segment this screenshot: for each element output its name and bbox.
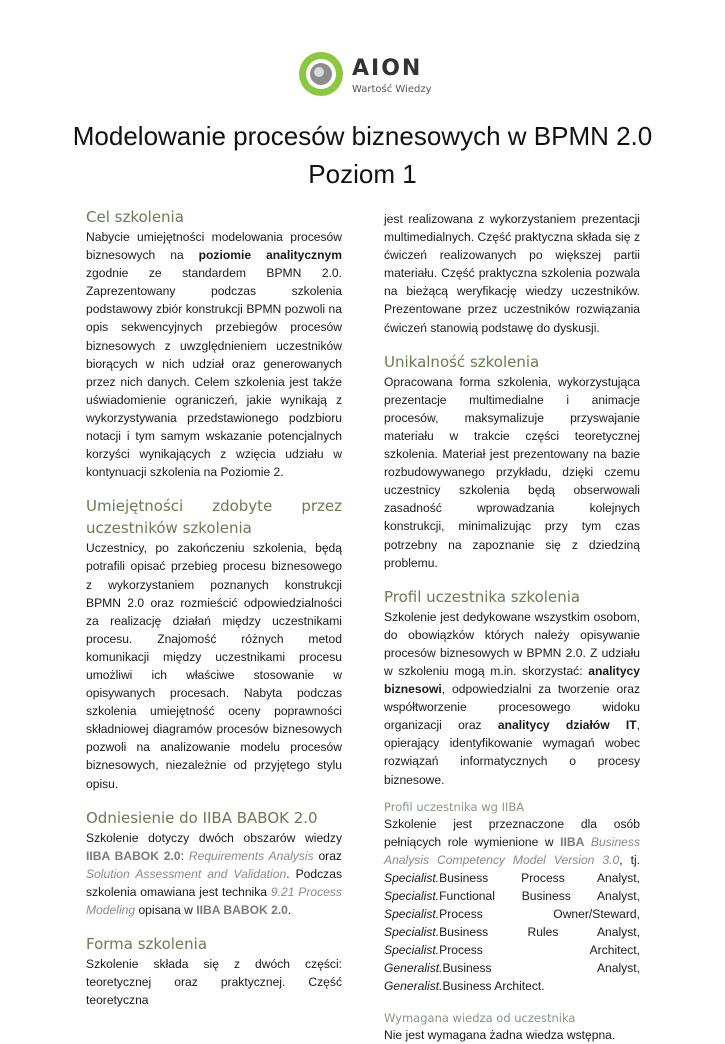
wymagana-text: Nie jest wymagana żadna wiedza wstępna. [384, 1027, 616, 1042]
odn-heading: Odniesienie do IIBA BABOK 2.0 [86, 808, 318, 827]
cel-heading: Cel szkolenia [86, 208, 184, 226]
wymagana-heading: Wymagana wiedza od uczestnika [384, 1010, 576, 1025]
logo-tagline: Wartość Wiedzy [352, 84, 432, 95]
unik-text: Opracowana forma szkolenia, wykorzystująca prezentacje multimedialne i animacje procesów, maksymalizuje przyswajanie materiału w trakcie części teoretycznej szkolenia. Materiał jest prezentowany na bazie rozbudowywanego przykładu, dzięki czemu uczestnicy szkolenia będą obserwowali zasadność wprowadzania kolejnych konstrukcji, minimalizując przy tym czas potrzebny na zapoznanie się z dziedziną problemu. [384, 374, 640, 570]
forma-text-left: Szkolenie składa się z dwóch części: teoretycznej oraz praktycznej. Część teoretyczna [86, 957, 342, 1008]
logo-brand: AION [352, 56, 423, 81]
right-column [384, 210, 640, 1044]
aion-logo [297, 50, 437, 100]
cel-text: Nabycie umiejętności modelowania procesów biznesowych na poziomie analitycznym zgodnie ze standardem BPMN 2.0. Zaprezentowany podczas szkolenia podstawowy zbiór konstrukcji BPMN pozwoli na opis sekwencyjnych przebiegów procesów biznesowych z uwzględnieniem uczestników biorących w nich udział oraz generowanych przez nich danych. Celem szkolenia jest także uświadomienie ograniczeń, jakie wynikają z wykorzystywania przedstawionego podzbioru notacji i tym samym wskazanie potencjalnych korzyści wynikających z wzięcia udziału w kontynuacji szkolenia na Poziomie 2. [86, 230, 342, 480]
title-line-2: Poziom 1 [308, 159, 417, 189]
aion-ring-icon [297, 50, 345, 98]
title-line-1: Modelowanie procesów biznesowych w BPMN 2.0 [72, 121, 653, 151]
profil-heading: Profil uczestnika szkolenia [384, 587, 581, 606]
iiba-profil-text: Szkolenie jest przeznaczone dla osób pełniących role wymienione w IIBA Business Analysis Competency Model Version 3.0, tj. Specialist.Business Process Analyst, Specialist.Functional Business Analyst, Specialist.Process Owner/Steward, Specialist.Business Rules Analyst, Specialist.Process Architect, Generalist.Business Analyst, Generalist.Business Architect. [384, 816, 640, 994]
umiej-text: Uczestnicy, po zakończeniu szkolenia, będą potrafili opisać przebieg procesu biznesowego z wykorzystaniem poznanych konstrukcji BPMN 2.0 oraz rozmieścić odpowiedzialności za realizację działań między uczestnikami procesu. Znajomość różnych metod komunikacji między uczestnikami procesu umożliwi ich właściwe stosowanie w opisywanych procesach. Nabyta podczas szkolenia umiejętność oceny poprawności składniowej diagramów procesów biznesowych pozwoli na analizowanie modelu procesów biznesowych, niezależnie od przyjętego stylu opisu. [86, 541, 342, 791]
profil-text: Szkolenie jest dedykowane wszystkim osobom, do obowiązków których należy opisywanie procesów biznesowych w BPMN 2.0. Z udziału w szkoleniu mogą m.in. skorzystać: analitycy biznesowi, odpowiedzialni za tworzenie oraz współtworzenie procesowego widoku organizacji oraz analitycy działów IT, opierający identyfikowanie wymagań wobec rozwiązań informatycznych o procesy biznesowe. [384, 609, 640, 787]
forma-heading: Forma szkolenia [86, 935, 208, 954]
unik-heading: Unikalność szkolenia [384, 352, 540, 371]
odn-text: Szkolenie dotyczy dwóch obszarów wiedzy IIBA BABOK 2.0: Requirements Analysis oraz Solution Assessment and Validation. Podczas szkolenia omawiana jest technika 9.21 Process Modeling opisana w IIBA BABOK 2.0. [86, 830, 343, 917]
forma-text-right: jest realizowana z wykorzystaniem prezentacji multimedialnych. Część praktyczna składa się z ćwiczeń realizowanych po większej partii materiału. Część praktyczna szkolenia pozwala na bieżącą weryfikację wiedzy uczestników. Prezentowane przez uczestników rozwiązania ćwiczeń stanowią podstawę do dyskusji. [384, 212, 640, 335]
page-title [0, 117, 725, 193]
iiba-profil-heading: Profil uczestnika wg IIBA [384, 799, 525, 814]
left-column [86, 206, 342, 1009]
umiej-heading: Umiejętności zdobyte przez uczestników szkolenia [86, 497, 342, 538]
